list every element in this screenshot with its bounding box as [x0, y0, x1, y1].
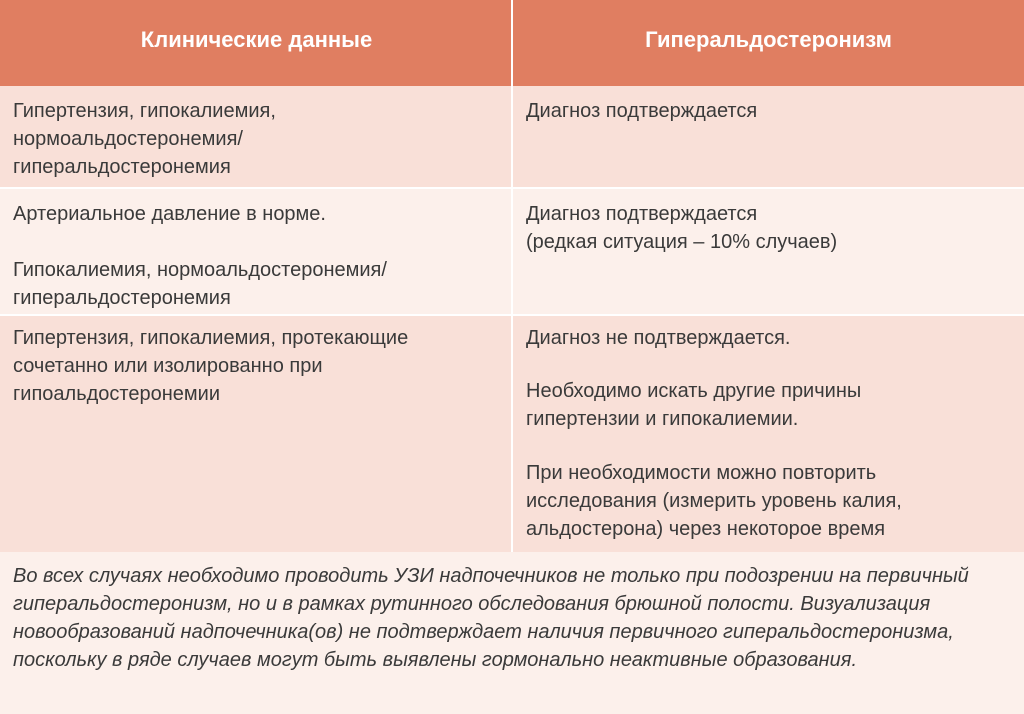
clinical-text: Гипокалиемия, нормоальдостеронемия/ гиперальдостеронемия	[13, 259, 387, 309]
footnote-row	[0, 552, 1024, 714]
header-hyperaldosteronism: Гиперальдостеронизм	[645, 27, 892, 52]
clinical-cell	[0, 86, 513, 187]
header-clinical-data: Клинические данные	[140, 27, 373, 52]
clinical-cell	[0, 189, 513, 314]
result-text: Диагноз не подтверждается.	[526, 327, 791, 349]
footnote-text: Во всех случаях необходимо проводить УЗИ надпочечников не только при подозрении на первичный гиперальдостеронизм, но и в рамках рутинного обследования брюшной полости. Визуализация новообразований надпочечника(ов) не подтверждает наличия первичного гиперальдостеронизма, поскольку в ряде случаев могут быть выявлены гормонально неактивные образования.	[13, 565, 969, 671]
row-divider	[511, 86, 513, 187]
result-text: Необходимо искать другие причины гипертензии и гипокалиемии.	[526, 380, 862, 430]
result-cell	[513, 86, 1024, 187]
result-cell	[513, 316, 1024, 552]
row-divider	[511, 316, 513, 552]
clinical-text: Гипертензия, гипокалиемия, нормоальдостеронемия/ гиперальдостеронемия	[13, 100, 276, 178]
result-cell	[513, 189, 1024, 314]
result-text: Диагноз подтверждается (редкая ситуация – 10% случаев)	[526, 203, 838, 253]
clinical-cell	[0, 316, 513, 552]
clinical-text: Артериальное давление в норме.	[13, 203, 326, 225]
result-text: Диагноз подтверждается	[526, 100, 758, 122]
result-text: При необходимости можно повторить исследования (измерить уровень калия, альдостерона) через некоторое время	[526, 462, 902, 540]
row-divider	[511, 189, 513, 314]
header-divider	[511, 0, 513, 86]
clinical-text: Гипертензия, гипокалиемия, протекающие сочетанно или изолированно при гипоальдостеронемии	[13, 327, 409, 405]
